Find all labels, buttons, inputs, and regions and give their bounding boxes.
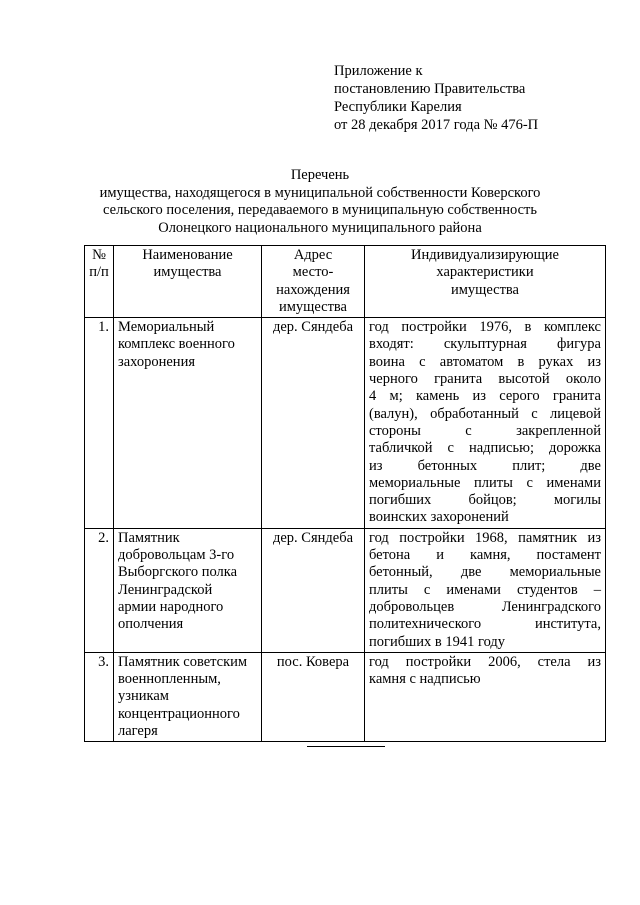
chars-line: год постройки 1976, в комплекс <box>369 319 601 336</box>
header-num <box>85 246 114 318</box>
name-line: Мемориальный <box>118 319 215 336</box>
name-line: ополчения <box>118 616 184 633</box>
chars-line: политехнического института, <box>369 616 601 633</box>
header-address-line: имущества <box>278 298 347 315</box>
name-line: Выборгского полка <box>118 564 238 581</box>
header-name <box>114 246 262 318</box>
header-address-line: место- <box>292 264 334 281</box>
chars-line: входят: скульптурная фигура <box>369 336 601 353</box>
title-line: сельского поселения, передаваемого в муниципальную собственность <box>103 202 537 218</box>
row-name <box>114 652 262 741</box>
name-line: военнопленным, <box>118 671 221 688</box>
chars-line: мемориальные плиты с именами <box>369 474 601 491</box>
row-characteristics <box>365 318 606 529</box>
header-chars-line: имущества <box>450 281 519 298</box>
chars-line: погибших бойцов; могилы <box>369 492 601 509</box>
title-line: имущества, находящегося в муниципальной собственности Коверского <box>99 184 541 201</box>
closing-rule <box>307 746 385 747</box>
title-line: Перечень <box>290 167 350 183</box>
chars-line: плиты с именами студентов – <box>369 581 601 598</box>
annex-line: Приложение к <box>334 63 423 79</box>
row-address: пос. Ковера <box>262 652 365 741</box>
chars-line: погибших в 1941 году <box>369 633 506 650</box>
row-characteristics <box>365 652 606 741</box>
name-line: узникам <box>118 688 169 705</box>
row-number: 2. <box>85 528 114 652</box>
table-header-row <box>85 246 606 318</box>
annex-line: постановлению Правительства <box>334 81 526 97</box>
row-address: дер. Сяндеба <box>262 528 365 652</box>
row-address: дер. Сяндеба <box>262 318 365 529</box>
name-line: армии народного <box>118 598 224 615</box>
chars-line: бетона и камня, постамент <box>369 547 601 564</box>
header-num-line: № <box>92 247 106 263</box>
property-table <box>84 245 606 742</box>
header-name-line: Наименование <box>142 247 233 263</box>
header-characteristics <box>365 246 606 318</box>
name-line: Памятник <box>118 529 180 546</box>
chars-line: (валун), обработанный с лицевой <box>369 405 601 422</box>
name-line: комплекс военного <box>118 336 235 353</box>
table-row <box>85 652 606 741</box>
header-num-line: п/п <box>89 264 109 281</box>
header-address <box>262 246 365 318</box>
name-line: концентрационного <box>118 705 240 722</box>
chars-line: табличкой с надписью; дорожка <box>369 440 601 457</box>
name-line: добровольцам 3-го <box>118 547 235 564</box>
title-line: Олонецкого национального муниципального района <box>158 219 482 236</box>
chars-line: год постройки 1968, памятник из <box>369 529 601 546</box>
chars-line: камня с надписью <box>369 671 481 688</box>
document-title <box>0 167 640 237</box>
name-line: Ленинградской <box>118 581 213 598</box>
row-number: 3. <box>85 652 114 741</box>
table-row <box>85 528 606 652</box>
annex-block <box>334 62 538 134</box>
header-address-line: нахождения <box>276 281 350 298</box>
name-line: лагеря <box>118 723 158 740</box>
chars-line: год постройки 2006, стела из <box>369 653 601 670</box>
header-chars-line: характеристики <box>436 264 534 281</box>
row-characteristics <box>365 528 606 652</box>
chars-line: из бетонных плит; две <box>369 457 601 474</box>
chars-line: воинских захоронений <box>369 509 509 526</box>
header-chars-line: Индивидуализирующие <box>411 247 559 263</box>
name-line: Памятник советским <box>118 653 248 670</box>
annex-line: Республики Карелия <box>334 99 462 115</box>
chars-line: стороны с закрепленной <box>369 422 601 439</box>
annex-line: от 28 декабря 2017 года № 476-П <box>334 117 539 133</box>
chars-line: бетонный, две мемориальные <box>369 564 601 581</box>
table-row <box>85 318 606 529</box>
header-name-line: имущества <box>153 264 222 281</box>
row-name <box>114 528 262 652</box>
chars-line: черного гранита высотой около <box>369 371 601 388</box>
row-name <box>114 318 262 529</box>
chars-line: добровольцев Ленинградского <box>369 598 601 615</box>
name-line: захоронения <box>118 353 195 370</box>
header-address-line: Адрес <box>293 247 333 263</box>
row-number: 1. <box>85 318 114 529</box>
chars-line: воина с автоматом в руках из <box>369 353 601 370</box>
chars-line: 4 м; камень из серого гранита <box>369 388 601 405</box>
